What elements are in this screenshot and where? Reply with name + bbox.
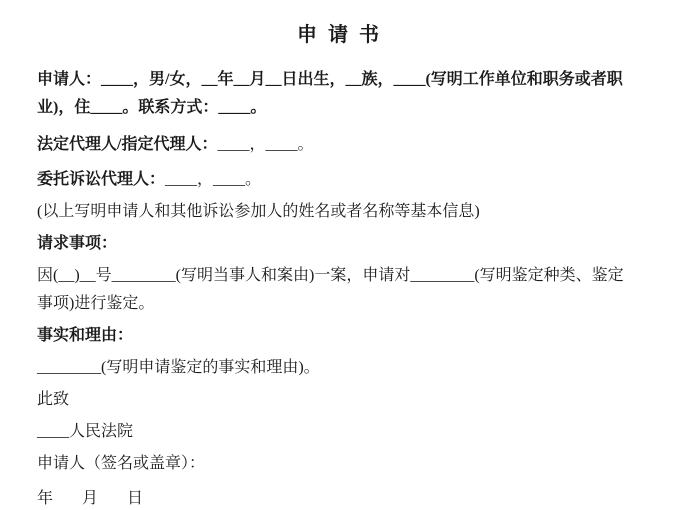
facts-heading: 事实和理由： [37,327,134,344]
litigation-agent-blanks: ____，____。 [165,171,262,188]
legal-agent-label: 法定代理人/指定代理人： [37,136,218,153]
applicant-details: ____，男/女，__年__月__日出生，__族，____(写明工作单位和职务或者职业)，住____。联系方式：____。 [37,71,623,116]
date-day: 日 [127,490,144,507]
litigation-agent-paragraph [37,166,639,194]
date-year: 年 [37,490,54,507]
date-month: 月 [82,490,99,507]
document-body [37,20,639,510]
facts-body: ________(写明申请鉴定的事实和理由)。 [37,359,320,376]
applicant-paragraph [37,66,639,122]
salutation: 此致 [37,391,70,408]
litigation-agent-label: 委托诉讼代理人： [37,171,166,188]
request-heading: 请求事项： [37,235,118,252]
legal-agent-blanks: ____，____。 [217,136,314,153]
date-line [37,485,639,510]
applicant-label: 申请人： [37,71,102,88]
signature-label: 申请人（签名或盖章）： [37,455,206,472]
legal-agent-paragraph [37,131,639,159]
court-line: ____人民法院 [37,423,134,440]
document-title: 申请书 [297,24,390,46]
request-body: 因(__)__号________(写明当事人和案由)一案，申请对________(写明鉴定种类、鉴定事项)进行鉴定。 [37,267,624,312]
parties-note: (以上写明申请人和其他诉讼参加人的姓名或者名称等基本信息) [37,203,480,220]
